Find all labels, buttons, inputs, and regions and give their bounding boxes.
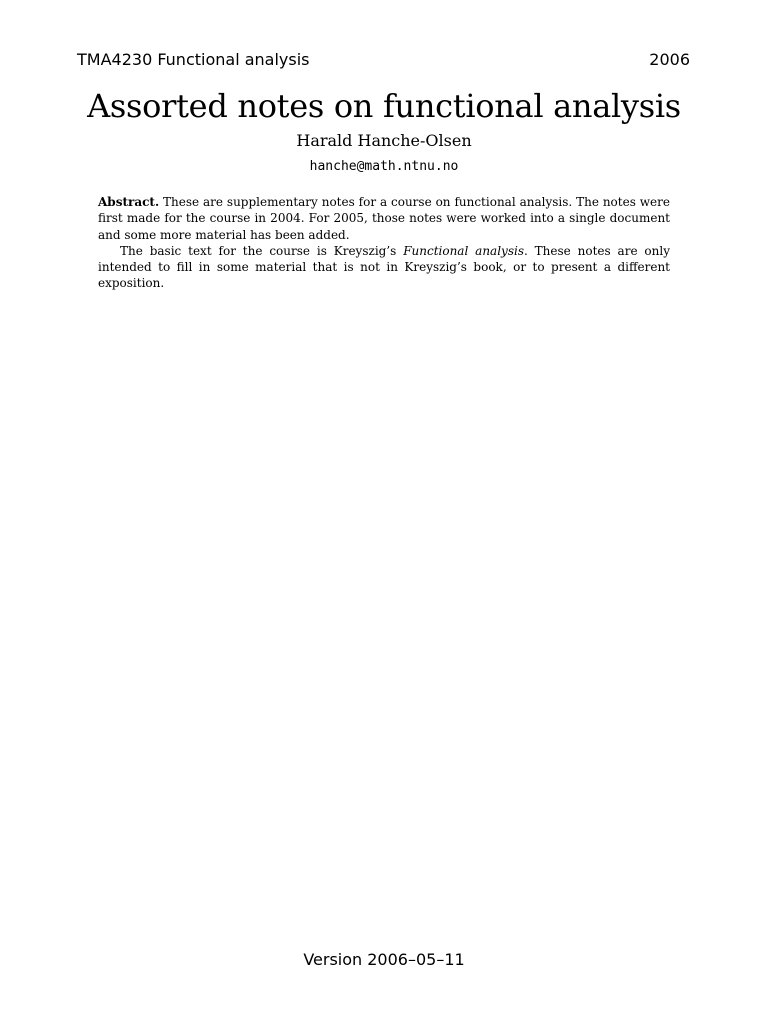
abstract-heading: Abstract.: [98, 195, 160, 209]
version-footer: Version 2006–05–11: [303, 950, 465, 969]
running-header-year: 2006: [649, 50, 690, 69]
author-name: Harald Hanche-Olsen: [296, 131, 472, 150]
abstract: [98, 194, 670, 292]
document-title: Assorted notes on functional analysis: [87, 87, 681, 125]
abstract-text-2b: . These notes are only intended to fill in some material that is not in Kreyszig’s book, or to present a different exposition.: [98, 243, 670, 291]
abstract-text-1: These are supplementary notes for a course on functional analysis. The notes were first made for the course in 2004. For 2005, those notes were worked into a single document and some more material has been added.: [98, 195, 670, 242]
running-header-course: TMA4230 Functional analysis: [77, 50, 310, 69]
author-email: hanche@math.ntnu.no: [309, 159, 459, 174]
book-title: Functional analysis: [403, 243, 524, 258]
abstract-paragraph-2: [98, 243, 670, 292]
abstract-paragraph-1: [98, 194, 670, 243]
abstract-text-2a: The basic text for the course is Kreyszig’s: [120, 243, 404, 258]
